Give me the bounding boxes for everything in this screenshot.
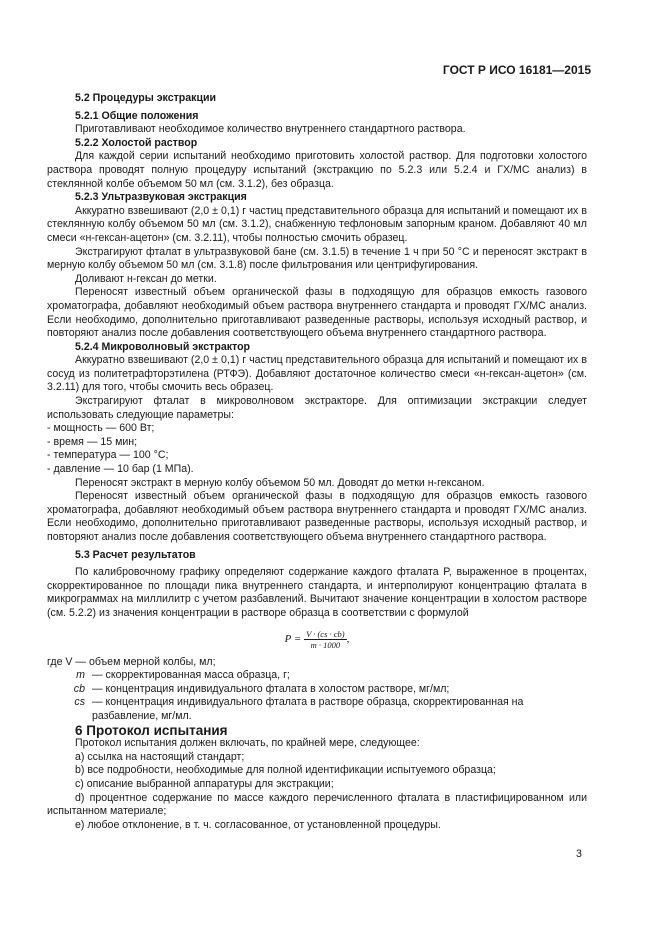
paragraph: Приготавливают необходимое количество внутреннего стандартного раствора. [75,123,466,136]
paragraph: Переносят известный объем органической фазы в подходящую для образцов емкость газового хроматографа, добавляют необходимый объем раствора внутреннего стандарта и проводят ГХ/МС анализ. Если необходимо, дополнительно приготавливают разведенные растворы, используя исходный раствор, и повторяют анализ после добавления соответствующего объема внутреннего стандартного раствора. [47,286,587,340]
page-number: 3 [576,848,582,860]
paragraph: Экстрагируют фталат в ультразвуковой бане (см. 3.1.5) в течение 1 ч при 50 °С и переносят экстракт в мерную колбу объемом 50 мл (см. 3.1.8) после фильтрования или центрифугирования. [47,245,587,272]
report-item: c) описание выбранной аппаратуры для экстракции; [75,777,334,790]
legend-text: — концентрация индивидуального фталата в растворе образца, скорректированная на разбавление, мг/мл. [92,696,524,722]
paragraph: По калибровочному графику определяют содержание каждого фталата P, выраженное в процентах, скорректированное по площади пика внутреннего стандарта, и интерполируют концентрацию фталата в микрограммах на миллилитр с учетом разбавлений. Вычитают значение концентрации в холостом растворе (см. 5.2.2) из значения концентрации в растворе образца в соответствии с формулой [47,566,587,619]
paragraph: Доливают н-гексан до метки. [75,272,217,285]
legend-text: — концентрация индивидуального фталата в холостом растворе, мг/мл; [92,682,450,695]
report-item: b) все подробности, необходимые для полной идентификации испытуемого образца; [75,764,496,777]
legend-symbol: m [76,669,85,682]
paragraph: Экстрагируют фталат в микроволновом экстракторе. Для оптимизации экстракции следует использовать следующие параметры: [47,395,587,421]
formula [47,629,587,650]
report-item: d) процентное содержание по массе каждого перечисленного фталата в пластифицированном или испытанном материале; [47,791,587,818]
paragraph: Переносят экстракт в мерную колбу объемом 50 мл. Доводят до метки н-гексаном. [75,476,485,489]
document-header: ГОСТ Р ИСО 16181—2015 [442,63,591,77]
param-item: - мощность — 600 Вт; [47,422,155,435]
paragraph: Аккуратно взвешивают (2,0 ± 0,1) г частиц представительного образца для испытаний и помещают их в стеклянную колбу объемом 50 мл (см. 3.1.2), снабженную тефлоновым запорным краном. Добавляют 40 мл смеси «н-гексан-ацетон» (см. 3.2.11), чтобы полностью смочить образец. [47,204,587,244]
report-item: a) ссылка на настоящий стандарт; [75,750,245,763]
formula-denominator: m · 1000 [310,639,341,650]
formula-end: , [346,632,350,645]
legend-item [47,696,587,723]
legend-symbol: cb [73,682,85,695]
formula-numerator: V · (cs · cb) [306,628,345,639]
param-item: - температура — 100 °С; [47,449,169,462]
formula-fraction [304,629,347,650]
paragraph: Протокол испытания должен включать, по крайней мере, следующее: [75,737,420,750]
report-item: e) любое отклонение, в т. ч. согласованное, от установленной процедуры. [75,818,441,831]
param-item: - время — 15 мин; [47,435,138,448]
section-5-2-title: 5.2 Процедуры экстракции [75,92,216,104]
formula-lhs: P = [284,632,302,645]
section-5-2-3-title: 5.2.3 Ультразвуковая экстракция [75,191,247,204]
where-line: где V — объем мерной колбы, мл; [47,655,216,668]
section-5-2-2-title: 5.2.2 Холостой раствор [75,136,198,149]
paragraph: Аккуратно взвешивают (2,0 ± 0,1) г частиц представительного образца для испытаний и помещают их в сосуд из политетрафторэтилена (РТФЭ). Добавляют достаточное количество смеси «н-гексан-ацетон» (см. 3.2.11) для того, чтобы смочить весь образец. [47,354,587,394]
paragraph: Переносят известный объем органической фазы в подходящую для образцов емкость газового хроматографа, добавляют необходимый объем раствора внутреннего стандарта и проводят ГХ/МС анализ. Если необходимо, дополнительно приготавливают разведенные растворы, используя исходный раствор, и повторяют анализ после добавления соответствующего объема внутреннего стандартного раствора. [47,490,587,543]
page-content [47,92,587,832]
legend-item [47,683,587,697]
section-5-2-4-title: 5.2.4 Микроволновый экстрактор [75,340,251,353]
section-5-3-title: 5.3 Расчет результатов [75,548,196,561]
section-5-2-1-title: 5.2.1 Общие положения [75,109,199,122]
param-item: - давление — 10 бар (1 МПа). [47,463,194,476]
legend-symbol: cs [74,696,85,709]
paragraph: Для каждой серии испытаний необходимо приготовить холостой раствор. Для подготовки холостого раствора проводят полную процедуру испытаний (экстракцию по 5.2.3 или 5.2.4 и ГХ/МС анализ) в стеклянной колбе объемом 50 мл (см. 3.1.2), без образца. [47,150,587,190]
section-6-title: 6 Протокол испытания [75,722,228,738]
legend-text: — скорректированная масса образца, г; [92,669,290,682]
legend-item [47,669,587,683]
